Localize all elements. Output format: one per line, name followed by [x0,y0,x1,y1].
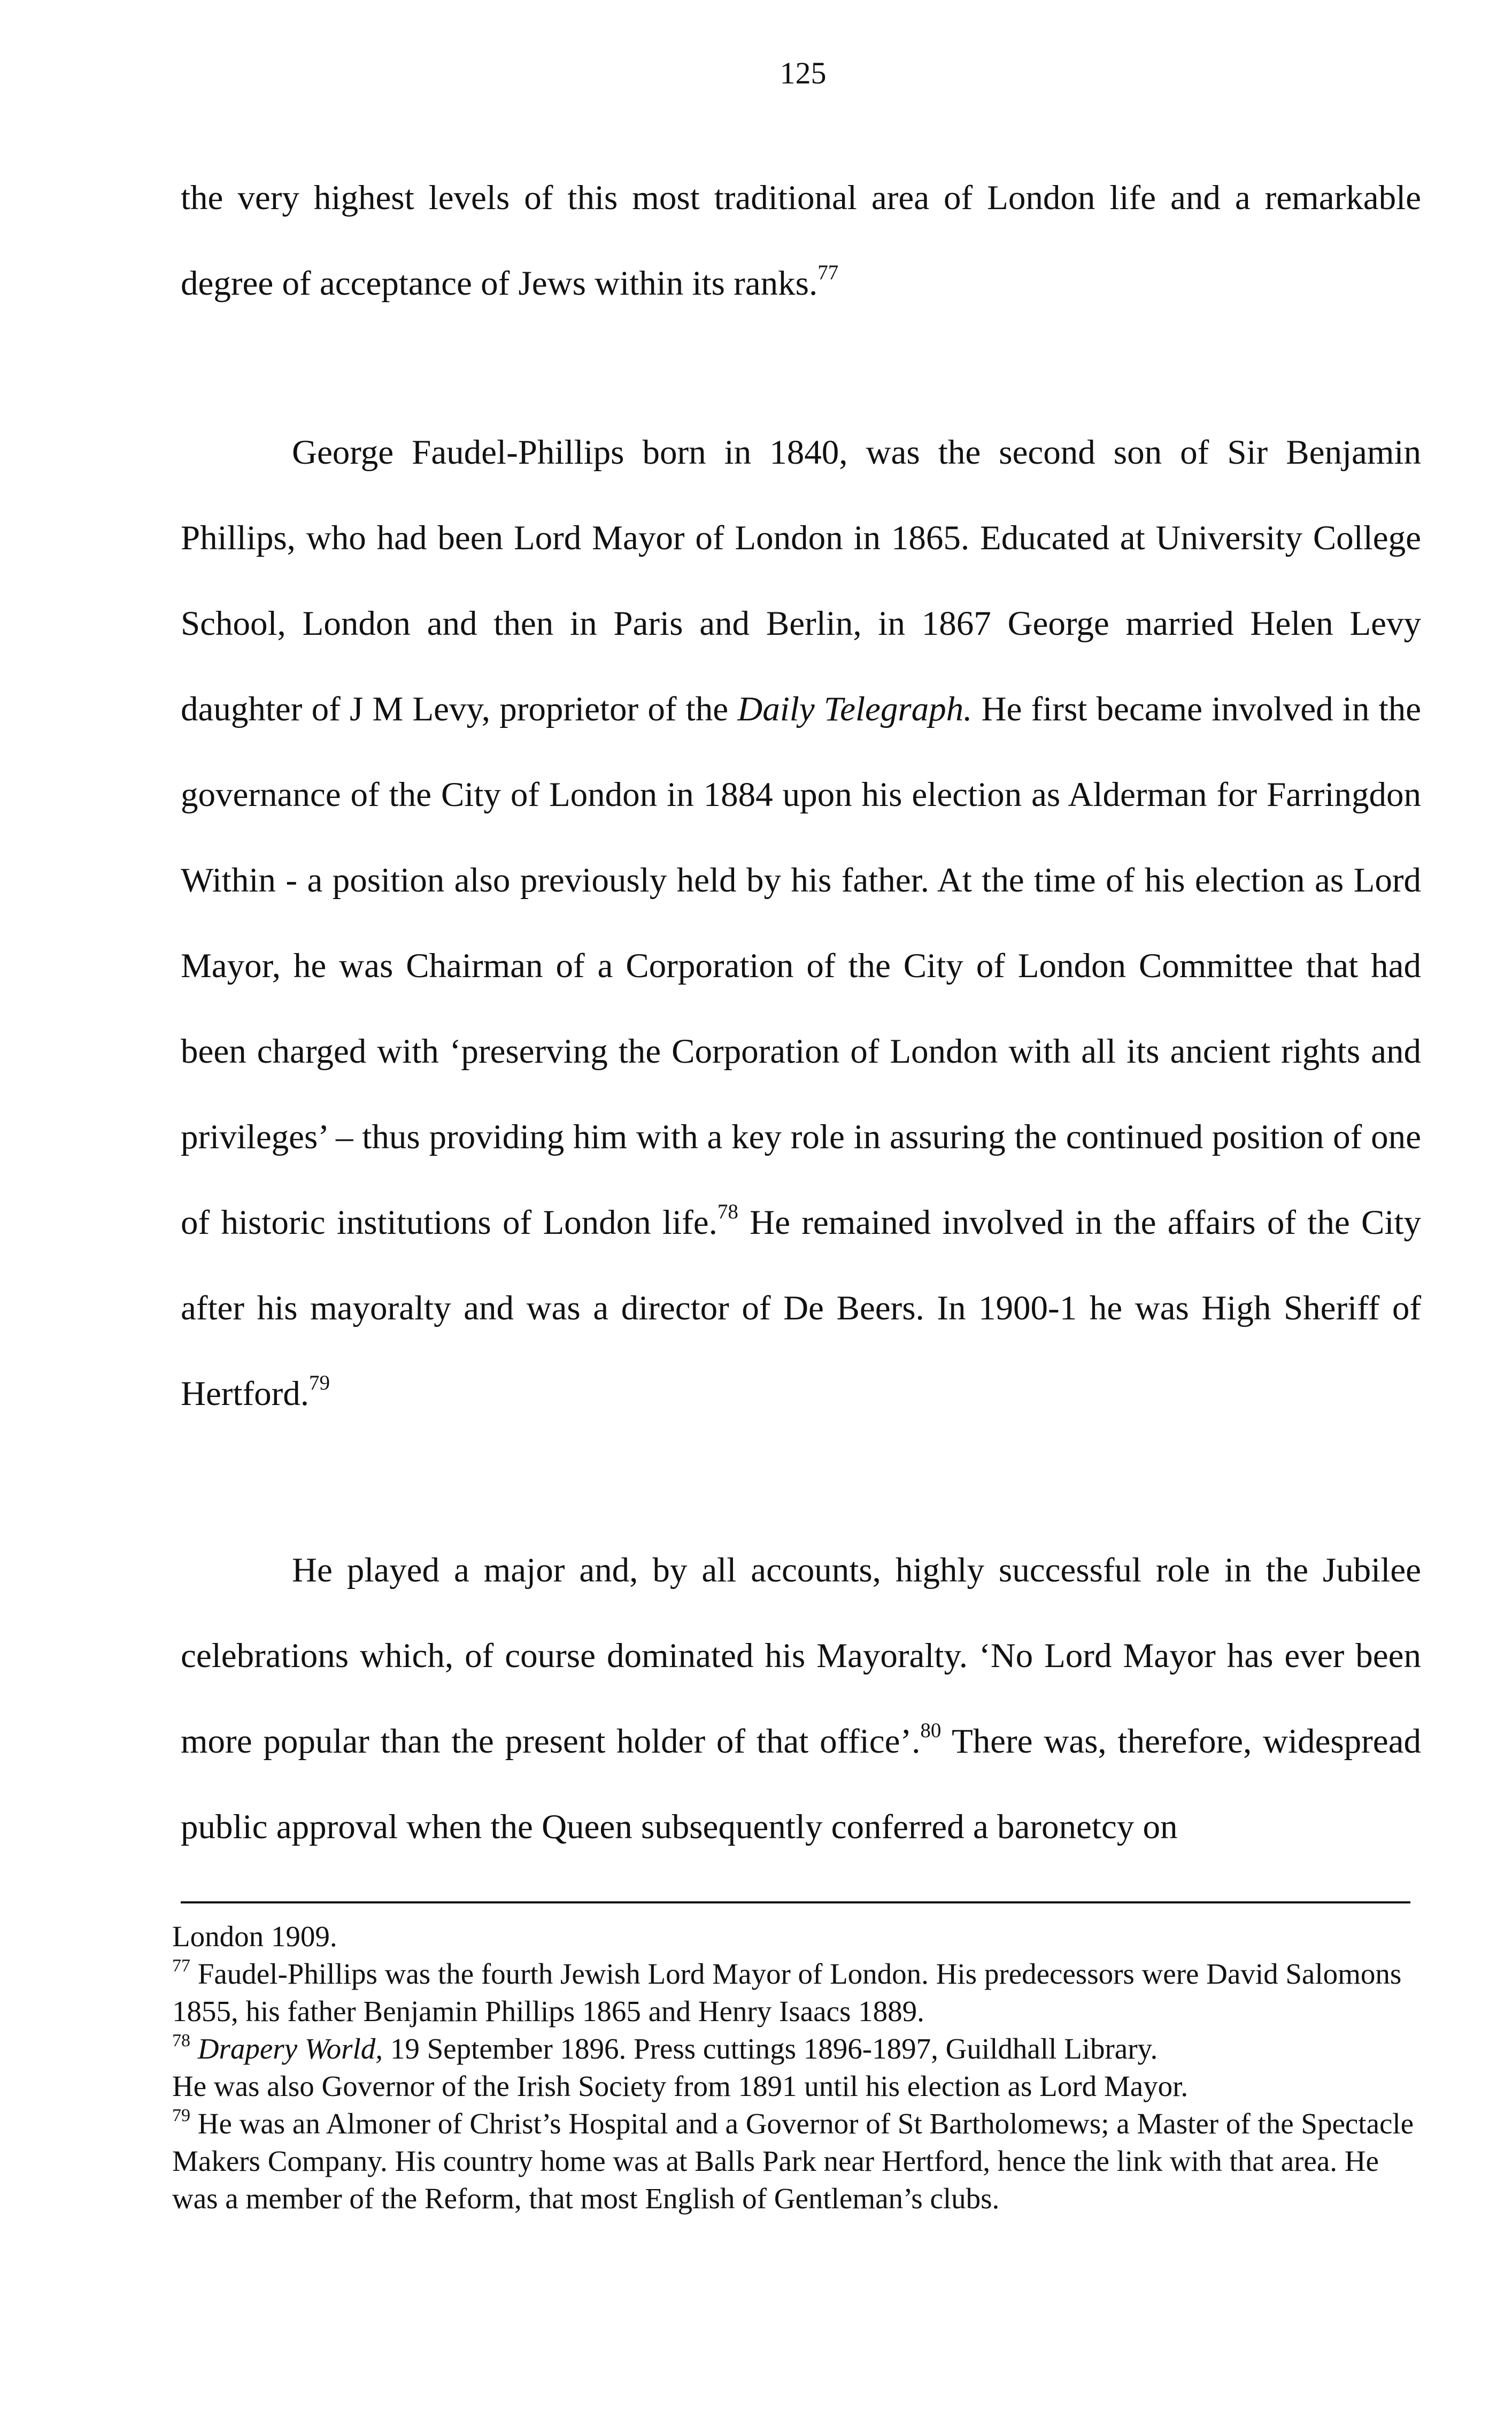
footnote-ref-80: 80 [920,1719,942,1742]
footnote-79 [172,2105,1418,2217]
footnote-continuation: London 1909. [172,1920,337,1953]
paragraph-2 [181,410,1421,1437]
paragraph-3 [181,1527,1421,1870]
footnote-79-mark: 79 [172,2105,190,2125]
footnote-ref-78: 78 [717,1200,738,1224]
footnote-separator [181,1901,1410,1903]
footnote-79-text: He was an Almoner of Christ’s Hospital and a Governor of St Bartholomews; a Master of the Spectacle Makers Company. His country home was at Balls Park near Hertford, hence the link with that area. He was a member of the Reform, that most English of Gentleman’s clubs. [172,2107,1414,2215]
page-number: 125 [780,56,827,90]
paragraph-2-text-a: George Faudel-Phillips born in 1840, was the second son of Sir Benjamin Phillips, who had been Lord Mayor of London in 1865. Educated at University College School, London and then in Paris and Berlin, in 1867 George married Helen Levy daughter of J M Levy, proprietor of the [181,433,1421,728]
footnote-77-mark: 77 [172,1955,190,1976]
paragraph-3-text-a: He played a major and, by all accounts, highly successful role in the Jubilee celebrations which, of course dominated his Mayoralty. ‘No Lord Mayor has ever been more popular than the present holder of that office’. [181,1551,1421,1761]
footnote-78-title: Drapery World, [197,2032,383,2065]
footnotes [172,1918,1418,2217]
newspaper-title: Daily Telegraph. [737,690,973,728]
footnote-78-text: 19 September 1896. Press cuttings 1896-1897, Guildhall Library. [383,2032,1158,2065]
footnote-78-mark: 78 [172,2030,190,2051]
footnote-ref-79: 79 [309,1371,330,1395]
paragraph-2-text-c: He remained involved in the affairs of the City after his mayoralty and was a director of De Beers. In 1900-1 he was High Sheriff of Hertford. [181,1203,1421,1413]
paragraph-3-text-b: There was, therefore, widespread public approval when the Queen subsequently conferred a baronetcy on [181,1722,1421,1846]
footnote-78-continued: He was also Governor of the Irish Society from 1891 until his election as Lord Mayor. [172,2070,1189,2102]
footnote-ref-77: 77 [817,261,839,285]
paragraph-2-text-b: He first became involved in the governance of the City of London in 1884 upon his election as Alderman for Farringdon Within - a position also previously held by his father. At the time of his election as Lord Mayor, he was Chairman of a Corporation of the City of London Committee that had been charged with ‘preserving the Corporation of London with all its ancient rights and privileges’ – thus providing him with a key role in assuring the continued position of one of historic institutions of London life. [181,690,1421,1242]
footnote-77-text: Faudel-Phillips was the fourth Jewish Lord Mayor of London. His predecessors were David Salomons 1855, his father Benjamin Phillips 1865 and Henry Isaacs 1889. [172,1957,1402,2028]
footnote-78 [172,2030,1418,2068]
paragraph-1 [181,155,1421,326]
paragraph-1-text: the very highest levels of this most traditional area of London life and a remarkable degree of acceptance of Jews within its ranks. [181,179,1421,303]
footnote-77 [172,1955,1418,2030]
